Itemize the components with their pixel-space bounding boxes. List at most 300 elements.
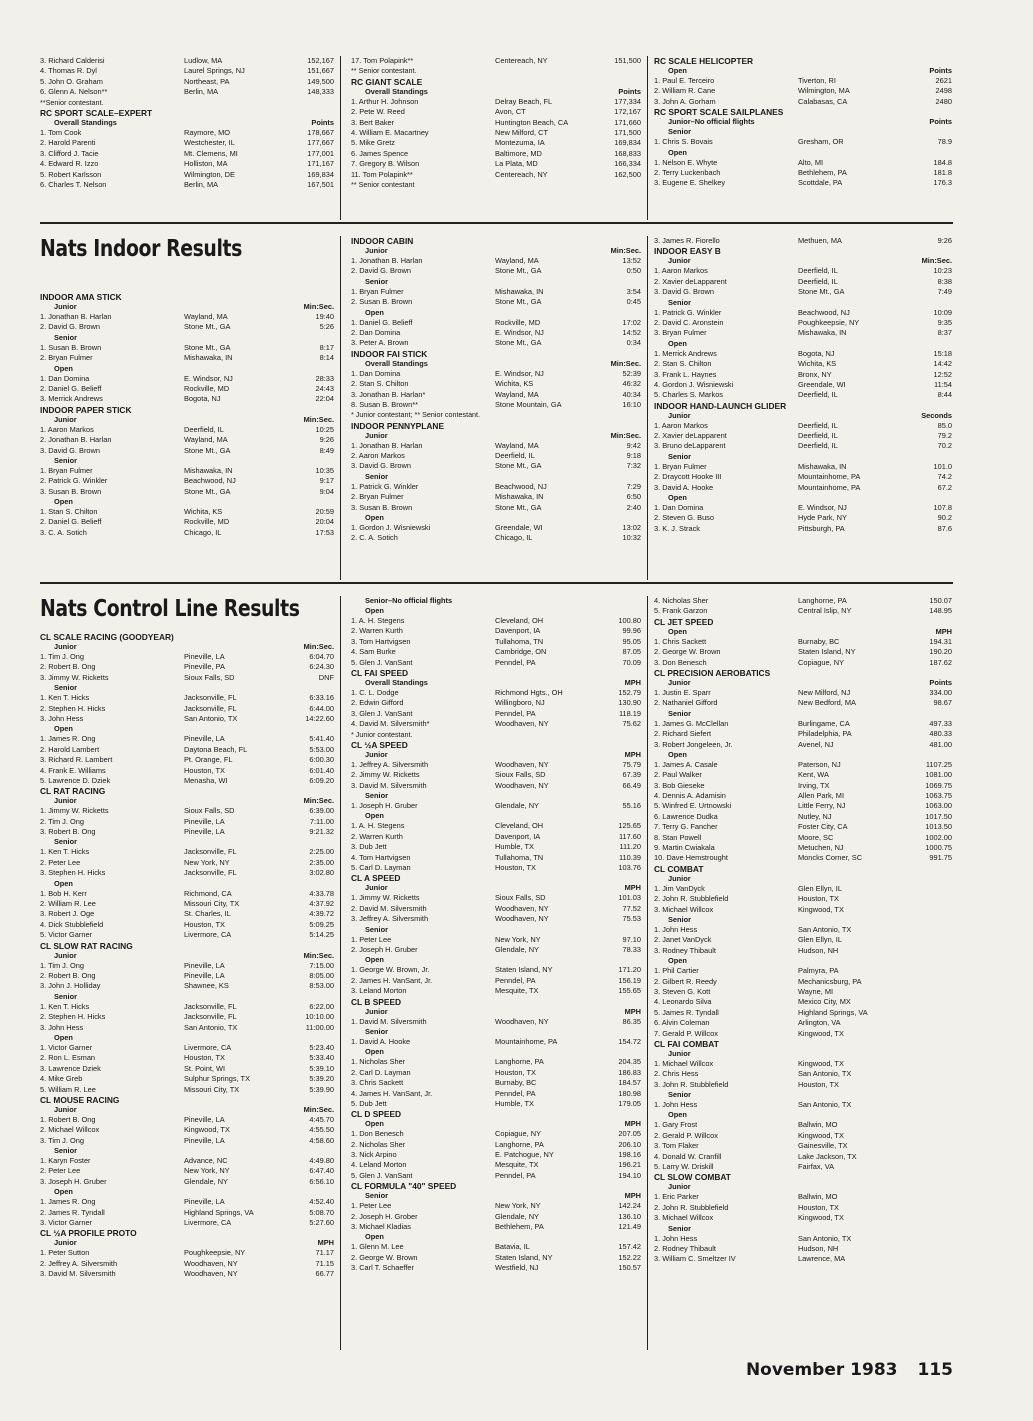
division-label: Junior [54,642,77,651]
competitor-name: 6. Glenn A. Nelson** [40,87,108,97]
result-value: 70.2 [937,441,952,451]
competitor-name: 2. Nathaniel Gifford [654,698,718,708]
result-value: 497.33 [929,718,952,728]
result-row [40,673,334,683]
hometown: Ludlow, MA [184,56,223,65]
result-value [910,1192,952,1202]
division-header: Open [668,147,687,157]
hometown: Wichita, KS [798,359,837,369]
result-row [351,482,641,492]
result-value: 7:15.00 [309,960,334,970]
hometown: Baltimore, MD [495,148,542,158]
division-header: Senior [365,276,388,286]
result-value: 149,500 [307,76,334,86]
result-row [654,97,952,107]
unit-label: MPH [317,1238,334,1248]
hometown: Woodhaven, NY [495,780,549,790]
competitor-name: 3. Stephen H. Hicks [40,868,106,878]
competitor-name: 8. Stan Powell [654,832,702,842]
result-value: 166,334 [614,159,641,169]
result-value: 151,500 [614,56,641,65]
division-header [654,66,952,76]
result-value: 3:02.80 [309,868,334,878]
division-header [40,302,334,312]
result-row [351,390,641,400]
result-row [351,688,641,698]
result-row [351,1253,641,1263]
competitor-name: 1. John Hess [654,1233,698,1243]
competitor-name: 3. Nick Arpino [351,1150,397,1160]
result-row [351,1129,641,1139]
results-block [654,401,952,535]
division-header: Open [668,956,687,966]
results-block [351,77,641,191]
competitor-name: 2. John R. Stubblefield [654,1202,729,1212]
hometown: Jacksonville, FL [184,693,237,703]
result-value: 90.2 [937,513,952,523]
event-title: CL SLOW RAT RACING [40,940,133,951]
hometown: New Milford, NJ [798,687,851,697]
result-value: 1063.75 [925,791,952,801]
competitor-name: 3. Robert B. Ong [40,827,96,837]
hometown: Nutley, NJ [798,811,832,821]
competitor-name: 4. Dick Stubblefield [40,919,104,929]
hometown: E. Patchogue, NY [495,1150,554,1160]
cl-col-2 [341,596,647,1350]
result-value: 6:22.00 [309,1001,334,1011]
result-row [654,925,952,935]
result-row [351,1017,641,1027]
competitor-name: 5. Frank Garzon [654,606,708,616]
hometown: Stone Mt., GA [184,486,231,496]
competitor-name: 5. Winfred E. Urtnowski [654,801,732,811]
result-row [654,472,952,482]
result-value: 11:54 [934,379,952,389]
result-row [654,770,952,780]
competitor-name: 1. Daniel G. Belieff [351,317,413,327]
result-value: 152.79 [618,687,641,697]
hometown: New York, NY [184,857,230,867]
hometown: Mountainhome, PA [798,482,861,492]
division-label: Junior [54,1238,77,1248]
competitor-name: 1. Peter Lee [351,934,392,944]
event-title: INDOOR CABIN [351,236,414,246]
result-value: 177,667 [307,138,334,148]
competitor-name: 3. David G. Brown [654,287,714,297]
unit-label: Min:Sec. [303,642,334,651]
result-value: 8:37 [937,328,952,338]
result-value: 28:33 [315,373,334,383]
footnote: ** Senior contestant [351,179,415,189]
competitor-name: 5. Charles S. Markos [654,390,724,400]
result-value: 71.17 [315,1248,334,1258]
competitor-name: 1. Nicholas Sher [351,1057,406,1067]
result-value [910,1131,952,1141]
result-row [40,1136,334,1146]
result-value: 171,660 [614,117,641,127]
hometown: Pineville, PA [184,662,225,672]
competitor-name: 6. James Spence [351,148,409,158]
result-row [351,318,641,328]
division-label: Junior [668,1182,691,1192]
division-header [351,431,641,441]
section-rule [40,222,953,224]
result-value: 6:33.16 [309,693,334,703]
result-row [654,1141,952,1151]
result-value: 172,167 [614,107,641,117]
division-header [40,796,334,806]
result-row [654,431,952,441]
hometown: Poughkeepsie, NY [184,1248,246,1258]
competitor-name: 1. Chris Sackett [654,636,707,646]
competitor-name: 2. Daniel G. Belieff [40,517,102,527]
division-header [40,1105,334,1115]
hometown: Pt. Orange, FL [184,755,233,765]
competitor-name: 2. David M. Silversmith [351,903,427,913]
result-value: 52:39 [622,368,641,378]
competitor-name: 4. William E. Macartney [351,127,429,137]
result-row [40,909,334,919]
competitor-name: 1. Gordon J. Wisniewski [351,523,431,533]
competitor-name: 1. Jimmy W. Ricketts [40,806,109,816]
result-value [910,1162,952,1172]
result-value: 8:53.00 [309,981,334,991]
division-header: Senior [54,1146,77,1156]
hometown: San Antonio, TX [798,924,852,934]
division-label: Junior [54,414,77,424]
results-block [40,786,334,940]
result-value: 0:34 [626,338,641,348]
result-value: 176.3 [933,178,952,188]
competitor-name: 7. Gerald P. Willcox [654,1028,718,1038]
division-header: Senior [668,914,691,924]
competitor-name: 3. Bryan Fulmer [654,328,707,338]
division-header: Open [365,513,384,523]
hometown: E. Windsor, NJ [184,373,233,383]
division-label: Senior [365,1191,388,1201]
hometown: Greendale, WI [495,523,543,533]
hometown: Centereach, NY [495,56,548,65]
result-value: 66.77 [315,1269,334,1279]
results-block [654,1172,952,1264]
division-label: Junior [365,883,388,893]
result-value: 117.60 [618,831,641,841]
hometown: Hyde Park, NY [798,513,847,523]
results-block [351,1109,641,1181]
result-row [654,781,952,791]
hometown: Humble, TX [495,842,534,852]
division-header [351,246,641,256]
division-header: Senior [54,991,77,1001]
competitor-name: 3. Robert Jongeleen, Jr. [654,739,733,749]
result-value: 194.31 [929,636,952,646]
competitor-name: 2. Gilbert R. Reedy [654,976,717,986]
hometown: Bethlehem, PA [798,167,847,177]
hometown: Penndel, PA [495,657,536,667]
division-header [654,1182,952,1192]
competitor-name: 1. Peter Sutton [40,1248,90,1258]
result-value: 150.07 [929,596,952,605]
result-value: 78.33 [622,944,641,954]
result-value: 8:38 [937,276,952,286]
competitor-name: 1. A. H. Stegens [351,821,405,831]
competitor-name: 3. Richard R. Lambert [40,755,113,765]
division-header: Open [668,493,687,503]
result-value: 10:10.00 [305,1012,334,1022]
unit-label: Points [929,677,952,687]
competitor-name: 3. Leland Morton [351,986,407,996]
division-header: Senior [54,455,77,465]
result-value: 5:33.40 [309,1053,334,1063]
competitor-name: 4. Dennis A. Adamisin [654,791,726,801]
division-header [351,596,641,606]
competitor-name: 3. Susan B. Brown [40,486,102,496]
result-row [654,86,952,96]
competitor-name: 11. Tom Polapink** [351,169,413,179]
result-row [654,1254,952,1264]
hometown: Ballwin, MO [798,1192,838,1202]
result-value [910,1029,952,1039]
competitor-name: 2. Janet VanDyck [654,935,712,945]
division-label: Junior [668,677,691,687]
indoor-col-1 [40,236,340,580]
competitor-name: 2. Harold Parenti [40,138,96,148]
result-value: 136.10 [618,1211,641,1221]
result-value: 156.19 [618,975,641,985]
result-row [654,935,952,945]
unit-label: MPH [624,1119,641,1129]
result-value: 8:17 [319,342,334,352]
result-value: 9:21.32 [309,827,334,837]
result-row [40,889,334,899]
competitor-name: 1. Arthur H. Johnson [351,96,419,106]
result-row [654,390,952,400]
result-value: 1069.75 [925,780,952,790]
competitor-name: 3. Clifford J. Tacie [40,148,99,158]
result-row [351,637,641,647]
result-row [351,770,641,780]
section-rule [40,582,953,584]
result-row [654,483,952,493]
hometown: Missouri City, TX [184,1084,240,1094]
result-value [910,977,952,987]
result-row [351,914,641,924]
result-value: 7:32 [626,461,641,471]
division-header [351,678,641,688]
result-value: 100.80 [618,616,641,625]
result-value: 11:00.00 [305,1022,334,1032]
competitor-name: 4. Gordon J. Wisniewski [654,379,734,389]
hometown: Rockville, MD [495,317,541,327]
hometown: Glendale, NY [495,1211,539,1221]
hometown: Burlingame, CA [798,718,850,728]
hometown: Mishawaka, IN [184,465,233,475]
competitor-name: 1. Bryan Fulmer [351,286,404,296]
competitor-name: 1. Aaron Markos [654,266,708,276]
results-block [351,997,641,1110]
hometown: Kingwood, TX [184,1125,230,1135]
result-row [351,1089,641,1099]
result-row [654,513,952,523]
result-row [351,149,641,159]
result-value: 3:54 [626,286,641,296]
result-row [351,1201,641,1211]
result-value: 6:00.30 [309,755,334,765]
hometown: Delray Beach, FL [495,96,553,106]
hometown: Daytona Beach, FL [184,744,248,754]
results-block [351,873,641,996]
result-value: 99.96 [622,626,641,636]
competitor-name: 3. Jeffrey A. Silversmith [351,914,429,924]
result-value: 207.05 [618,1129,641,1139]
event-title: CL MOUSE RACING [40,1094,120,1105]
division-header [40,642,334,652]
result-value: 167,501 [307,179,334,189]
result-row [40,1012,334,1022]
result-value: 14:52 [622,327,641,337]
results-block [654,668,952,864]
result-value [910,935,952,945]
result-value: 125.65 [618,821,641,831]
hometown: E. Windsor, NJ [798,503,847,513]
event-title: RC SCALE HELICOPTER [654,56,754,66]
result-row [654,462,952,472]
hometown: Deerfield, IL [798,441,838,451]
result-value: 7:11.00 [309,816,334,826]
hometown: Burnaby, BC [798,636,840,646]
result-value: 20:59 [315,507,334,517]
result-value: 10:25 [315,424,334,434]
unit-label: Min:Sec. [610,430,641,440]
result-value: 8:05.00 [309,970,334,980]
competitor-name: 2. Robert B. Ong [40,970,96,980]
competitor-name: 1. Ken T. Hicks [40,1001,90,1011]
result-value: 154.72 [618,1036,641,1046]
result-value: 481.00 [929,739,952,749]
division-header: Senior [54,332,77,342]
division-header: Senior [54,683,77,693]
result-row [40,899,334,909]
event-title: CL PRECISION AEROBATICS [654,667,771,678]
hometown: Chicago, IL [495,533,533,543]
hometown: Deerfield, IL [798,266,838,276]
hometown: Kingwood, TX [798,1213,844,1223]
result-row [351,863,641,873]
result-value: 121.49 [618,1222,641,1232]
hometown: Scottdale, PA [798,178,843,188]
competitor-name: 5. William R. Lee [40,1084,96,1094]
competitor-name: 1. Jonathan B. Harlan [351,440,423,450]
competitor-name: 4. Thomas R. Dyl [40,66,97,76]
result-value: 5:41.40 [309,734,334,744]
unit-label: MPH [624,883,641,893]
page-footer [746,1360,953,1380]
division-header: Senior [365,471,388,481]
result-value: 5:27.60 [309,1218,334,1228]
result-row [40,343,334,353]
competitor-name: 4. Sam Burke [351,647,396,657]
result-value: 74.2 [937,472,952,482]
hometown: Avon, CT [495,107,526,117]
result-row [351,986,641,996]
competitor-name: 6. Lawrence Dudka [654,811,718,821]
footnote: * Junior contestant; ** Senior contestant. [351,410,481,420]
hometown: Missouri City, TX [184,899,240,909]
result-row [40,847,334,857]
result-value: 187.62 [929,657,952,667]
result-value: 101.0 [933,461,952,471]
hometown: Cleveland, OH [495,821,544,831]
competitor-name: 1. Don Benesch [351,1129,404,1139]
hometown: Houston, TX [495,1067,536,1077]
hometown: Highland Springs, VA [184,1207,254,1217]
result-value: 179.05 [618,1098,641,1108]
hometown: Houston, TX [798,1079,839,1089]
hometown: Davenport, IA [495,831,541,841]
result-row [40,1053,334,1063]
result-row [351,709,641,719]
result-value: 142.24 [618,1201,641,1211]
competitor-name: 3. Michael Kladias [351,1222,411,1232]
hometown: Houston, TX [495,863,536,873]
competitor-name: 1. Phil Cartier [654,966,699,976]
result-row [351,1222,641,1232]
competitor-name: 4. Edward R. Izzo [40,159,99,169]
result-value: 171,167 [307,159,334,169]
competitor-name: 2. Chris Hess [654,1069,699,1079]
division-header: Open [54,878,73,888]
result-value: 181.8 [933,167,952,177]
result-value [910,1100,952,1110]
result-row [654,1162,952,1172]
result-value: 6:09.20 [309,775,334,785]
hometown: Laurel Springs, NJ [184,66,245,76]
result-row [654,1029,952,1039]
hometown: Stone Mt., GA [495,461,542,471]
result-row [351,976,641,986]
result-value [910,1254,952,1264]
division-header: Open [365,955,384,965]
unit-label: MPH [624,749,641,759]
competitor-name: 2. Steven G. Buso [654,513,714,523]
indoor-col-1-body [40,292,334,538]
result-value: 40:34 [622,389,641,399]
competitor-name: 2. Carl D. Layman [351,1067,411,1077]
competitor-name: 3. Lawrence Dziek [40,1063,101,1073]
result-value: 171,500 [614,127,641,137]
hometown: Mishawaka, IN [184,353,233,363]
result-row [654,791,952,801]
event-title: INDOOR EASY B [654,246,721,257]
result-value: DNF [318,672,334,682]
competitor-name: 4. Nicholas Sher [654,596,709,605]
result-value: 9:35 [937,317,952,327]
competitor-name: 2. Xavier deLapparent [654,431,727,441]
result-row [40,734,334,744]
hometown: Bogota, NJ [184,394,221,404]
competitor-name: 3. K. J. Strack [654,523,701,533]
hometown: Jacksonville, FL [184,868,237,878]
result-row [351,287,641,297]
competitor-name: 1. Ken T. Hicks [40,693,90,703]
results-block [351,421,641,544]
hometown: Deerfield, IL [798,390,838,400]
result-row [40,312,334,322]
results-block [654,864,952,1039]
competitor-name: 2. Daniel G. Belieff [40,383,102,393]
division-header [351,750,641,760]
division-header [654,256,952,266]
